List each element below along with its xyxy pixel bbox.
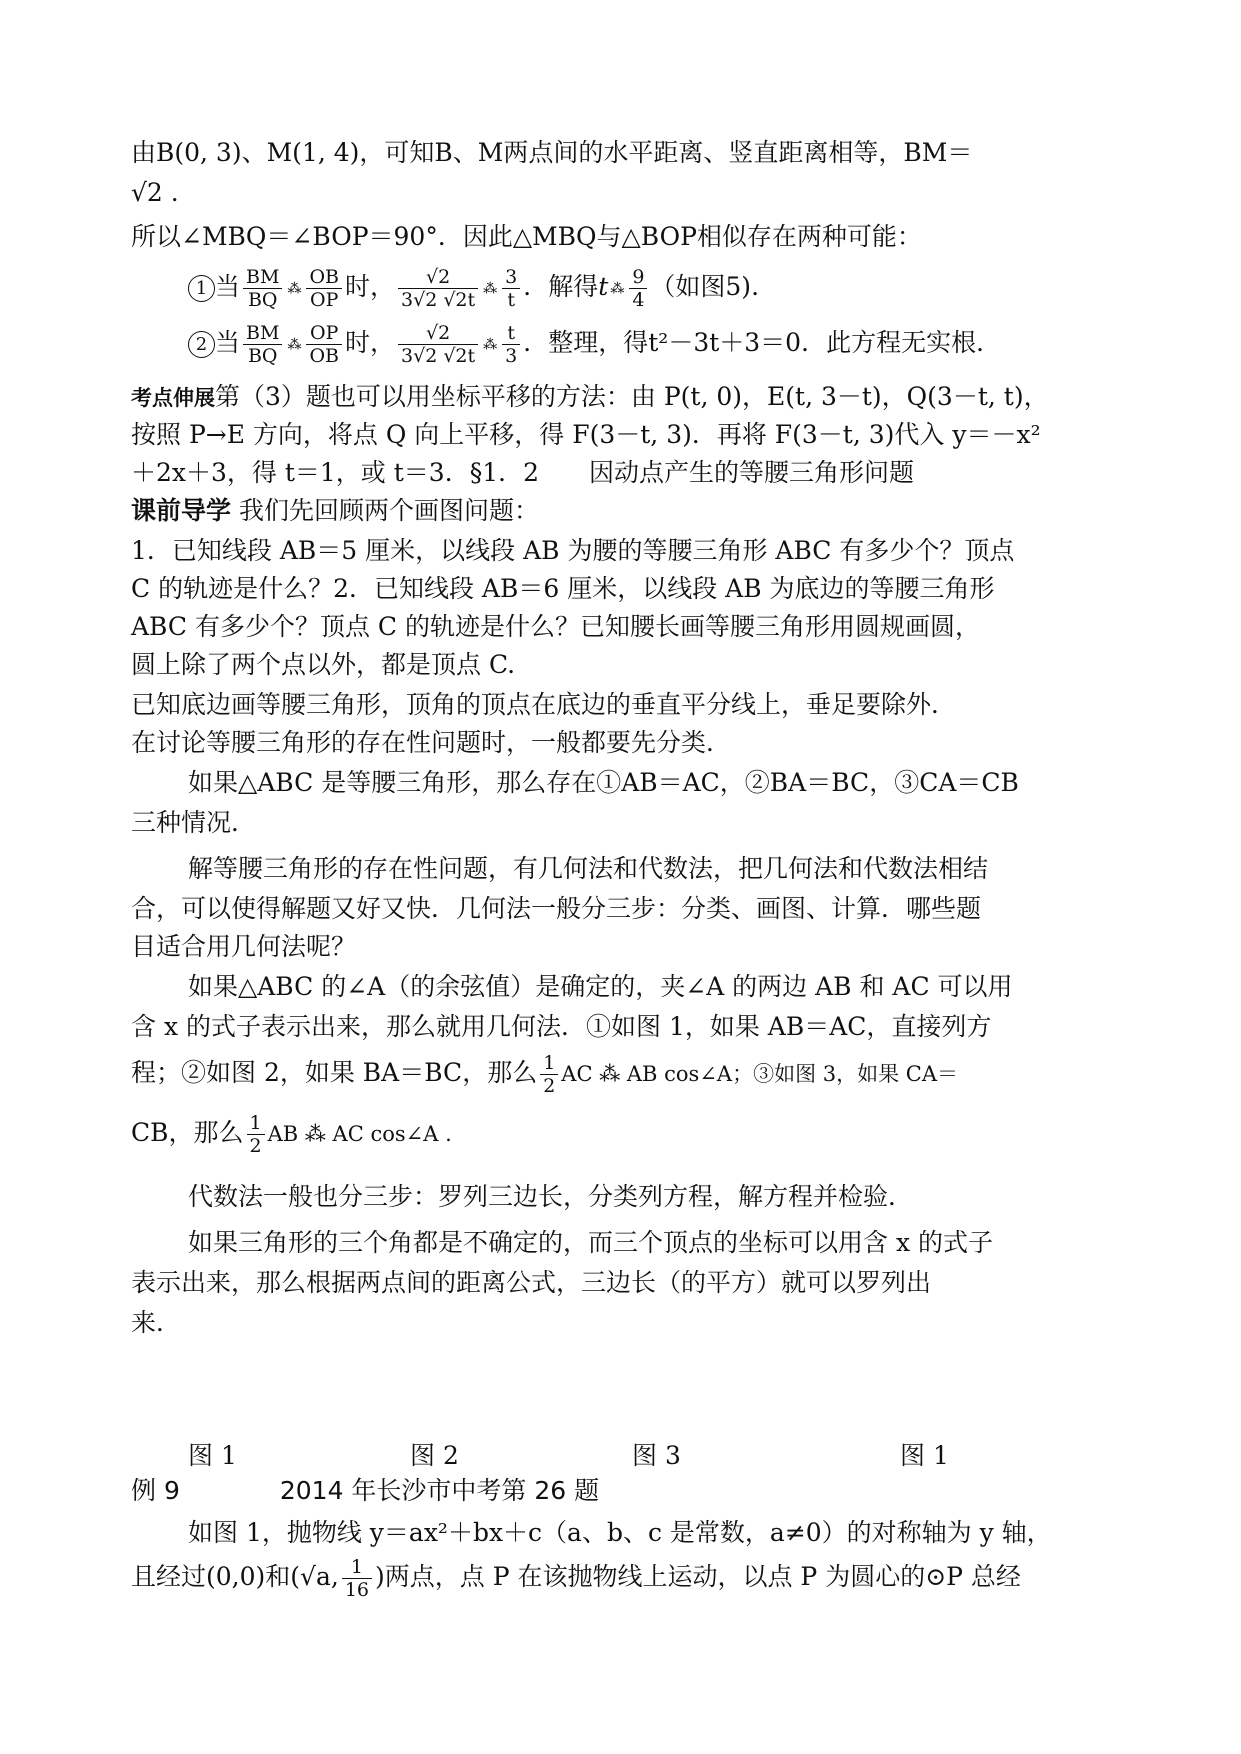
fraction: $\frac{OB}{OP}$ — [306, 266, 342, 311]
figure-caption: 图 3 — [632, 1441, 681, 1470]
text-line: √2 . — [131, 178, 179, 207]
text-line: 已知底边画等腰三角形，顶角的顶点在底边的垂直平分线上，垂足要除外． — [131, 690, 957, 719]
text-line: 如果△ABC 的∠A（的余弦值）是确定的，夹∠A 的两边 AB 和 AC 可以用 — [188, 972, 1013, 1001]
text-line — [131, 1556, 1021, 1601]
text: 我们先回顾两个画图问题： — [238, 496, 539, 525]
fraction: $\frac{OP}{OB}$ — [306, 322, 342, 367]
text-line: 1．已知线段 AB＝5 厘米，以线段 AB 为腰的等腰三角形 ABC 有多少个？顶点 — [131, 536, 1015, 565]
text-line: 目适合用几何法呢？ — [131, 932, 357, 961]
text: 当 — [215, 328, 241, 357]
text-line — [131, 494, 539, 528]
text: 时， — [344, 272, 395, 301]
circled-number: 2 — [188, 331, 215, 358]
example-heading: 例 9 2014 年长沙市中考第 26 题 — [131, 1476, 600, 1505]
text-line: 代数法一般也分三步：罗列三边长，分类列方程，解方程并检验． — [188, 1182, 914, 1211]
text-line: 解等腰三角形的存在性问题，有几何法和代数法，把几何法和代数法相结 — [188, 854, 989, 883]
text: （如图5). — [650, 272, 760, 301]
text-line: 表示出来，那么根据两点间的距离公式，三边长（的平方）就可以罗列出 — [131, 1268, 932, 1297]
text: ．解得 — [523, 272, 599, 301]
fraction: $\frac{1}{2}$ — [247, 1112, 265, 1157]
text-line: 含 x 的式子表示出来，那么就用几何法．①如图 1，如果 AB＝AC，直接列方 — [131, 1012, 992, 1041]
ratio-symbol: ⁂ — [483, 280, 498, 297]
fraction: $\frac{t}{3}$ — [502, 322, 520, 367]
text: 两点，点 P 在该抛物线上运动，以点 P 为圆心的⊙P 总经 — [384, 1562, 1021, 1591]
text: AB ⁂ AC cos∠A . — [267, 1122, 452, 1146]
fraction: $\frac{BM}{BQ}$ — [243, 322, 282, 367]
text: (√a, — [290, 1562, 339, 1591]
text-line: 圆上除了两个点以外，都是顶点 C. — [131, 650, 516, 679]
text: ) — [375, 1562, 385, 1591]
text-line: 由B(0, 3)、M(1, 4)，可知B、M两点间的水平距离、竖直距离相等，BM＝ — [131, 138, 973, 167]
section-label: 考点伸展 — [131, 386, 215, 410]
text-line: 如图 1，抛物线 y＝ax²＋bx＋c（a、b、c 是常数，a≠0）的对称轴为 y 轴， — [188, 1518, 1052, 1547]
text-line: 在讨论等腰三角形的存在性问题时，一般都要先分类． — [131, 728, 732, 757]
fraction: $\frac{BM}{BQ}$ — [243, 266, 282, 311]
figure-caption: 图 1 — [188, 1441, 237, 1470]
text-line: C 的轨迹是什么？2．已知线段 AB＝6 厘米，以线段 AB 为底边的等腰三角形 — [131, 574, 995, 603]
case-2-line — [188, 322, 1001, 367]
text: 时， — [344, 328, 395, 357]
text-line: ABC 有多少个？顶点 C 的轨迹是什么？已知腰长画等腰三角形用圆规画圆， — [131, 612, 980, 641]
fraction: $\frac{√2}{3√2 √2t}$ — [398, 266, 478, 311]
section-label: 课前导学 — [131, 496, 232, 525]
text-line: ＋2x＋3，得 t＝1，或 t＝3．§1．2 因动点产生的等腰三角形问题 — [131, 458, 915, 487]
text-line: 三种情况． — [131, 808, 257, 837]
ratio-symbol: ⁂ — [287, 280, 302, 297]
text-line: 如果△ABC 是等腰三角形，那么存在①AB＝AC，②BA＝BC，③CA＝CB — [188, 768, 1019, 797]
text: CB，那么 — [131, 1118, 244, 1147]
fraction: $\frac{9}{4}$ — [629, 266, 647, 311]
figure-caption: 图 1 — [900, 1441, 949, 1470]
circled-number: 1 — [188, 275, 215, 302]
text: 第（3）题也可以用坐标平移的方法：由 P(t, 0)，E(t, 3－t)，Q(3－t, t)， — [215, 382, 1049, 411]
case-1-line — [188, 266, 759, 311]
text: AC ⁂ AB cos∠A；③如图 3，如果 CA＝ — [561, 1062, 959, 1086]
text: 且经过(0,0)和 — [131, 1562, 291, 1591]
fraction: $\frac{1}{2}$ — [540, 1052, 558, 1097]
text-line — [131, 1052, 958, 1097]
fraction: $\frac{1}{16}$ — [342, 1556, 372, 1601]
ratio-symbol: ⁂ — [610, 280, 625, 297]
fraction: $\frac{√2}{3√2 √2t}$ — [398, 322, 478, 367]
ratio-symbol: ⁂ — [287, 336, 302, 353]
text: 程；②如图 2，如果 BA＝BC，那么 — [131, 1058, 538, 1087]
variable: t — [598, 272, 609, 301]
text-line: 来． — [131, 1308, 182, 1337]
figure-caption: 图 2 — [410, 1441, 459, 1470]
text-line — [131, 1112, 452, 1157]
text-line: 如果三角形的三个角都是不确定的，而三个顶点的坐标可以用含 x 的式子 — [188, 1228, 993, 1257]
text-line: 按照 P→E 方向，将点 Q 向上平移，得 F(3－t, 3)．再将 F(3－t, 3)代入 y＝－x² — [131, 420, 1041, 449]
text-line: 合，可以使得解题又好又快．几何法一般分三步：分类、画图、计算．哪些题 — [131, 894, 982, 923]
text: ．整理，得t²－3t＋3＝0．此方程无实根． — [523, 328, 1002, 357]
text: 当 — [215, 272, 241, 301]
extension-line — [131, 380, 1049, 415]
ratio-symbol: ⁂ — [483, 336, 498, 353]
text-line: 所以∠MBQ＝∠BOP＝90°．因此△MBQ与△BOP相似存在两种可能： — [131, 222, 922, 251]
fraction: $\frac{3}{t}$ — [502, 266, 520, 311]
